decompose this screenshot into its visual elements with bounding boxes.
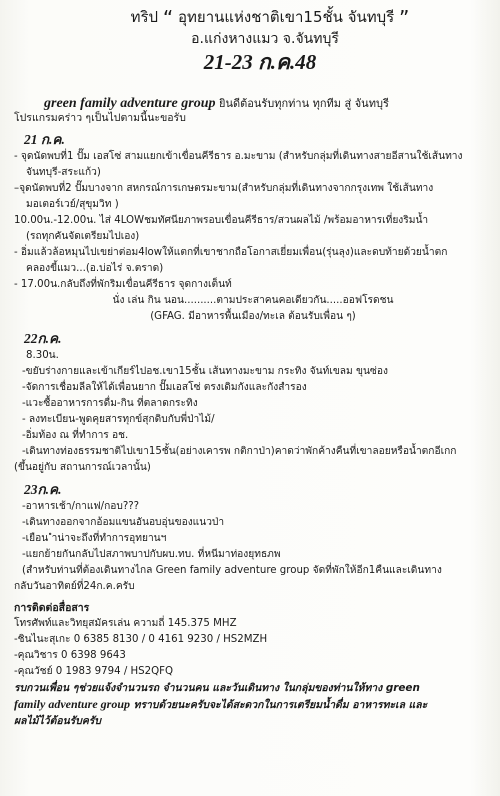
document-header	[0, 6, 500, 76]
park-name: อุทยานแห่งชาติเขา15ชั้น จันทบุรี	[178, 8, 395, 26]
trip-dates: 21-23 ก.ค.48	[203, 50, 317, 74]
schedule-line: -แวะซื้ออาหารการดื่ม-กิน ที่ตลาดกระทิง	[22, 398, 198, 409]
footer-text: ทราบด้วยนะครับจะได้สะดวกในการเตรียมน้ำดื่ม อาหารทะเล และ	[130, 699, 428, 711]
title-prefix: ทริป	[130, 8, 159, 26]
schedule-line: คลองขี้แมว...(อ.บ่อไร่ จ.ตราด)	[26, 263, 164, 274]
welcome-line	[14, 96, 492, 111]
contacts-section	[14, 600, 492, 680]
footer-note	[14, 680, 492, 729]
footer-line: รบกวนเพื่อน ๆช่วยแจ้งจำนวนรถ จำนวนคน และวันเดินทาง ในกลุ่มของท่านให้ทาง green	[14, 682, 420, 694]
schedule-line: 10.00น.-12.00น. ไส่ 4LOWชมทัศนียภาพรอบเขื่อนคีรีธาร/สวนผลไม้ /พร้อมอาหารเที่ยงริมน้ำ	[14, 215, 429, 226]
schedule-line: - ลงทะเบียน-พูดคุยสารทุกข์สุกดิบกับพี่ป่าไม้/	[22, 414, 215, 425]
schedule-line: - จุดนัดพบที่1 ปั๊ม เอสโซ่ สามแยกเข้าเขื่อนคีรีธาร อ.มะขาม (สำหรับกลุ่มที่เดินทางสายอีสานใช้เส้นทาง	[14, 151, 463, 162]
contact-line: -คุณวิชาร 0 6398 9643	[14, 650, 126, 661]
trip-location: อ.แก่งหางแมว จ.จันทบุรี	[191, 31, 339, 47]
group-name: green family adventure group	[44, 96, 216, 111]
contact-line: -ชินไนะสุเกะ 0 6385 8130 / 0 4161 9230 / HS2MZH	[14, 634, 268, 645]
group-name: family adventure group	[14, 697, 130, 711]
day-section-23	[14, 481, 492, 595]
schedule-line: (GFAG. มีอาหารพื้นเมือง/ทะเล ต้อนรับเพื่อน ๆ)	[150, 311, 356, 322]
schedule-line: จันทบุรี-สระแก้ว)	[26, 167, 101, 178]
schedule-line: -จัดการเชื่อมลีลให้ได้เพื่อนยาก ปั๊มเอสโซ่ ตรงเดิมกังและกังสำรอง	[22, 382, 307, 393]
contacts-title: การติดต่อสื่อสาร	[14, 602, 90, 614]
schedule-line: -อาหารเช้า/กาแฟ/กอบ???	[22, 501, 140, 512]
schedule-line: นั่ง เล่น กิน นอน..........ตามประสาคนคอเดียวกัน.....ออฟโรดชน	[112, 295, 394, 306]
schedule-line: -เดินทางออกจากอ้อมแขนอันอบอุ่นของแนวป่า	[22, 517, 225, 528]
footer-line	[14, 696, 492, 713]
schedule-line: - 17.00น.กลับถึงที่พักริมเขื่อนคีรีธาร จุดกางเต็นท์	[14, 279, 232, 290]
schedule-line: (รถทุกคันจัดเตรียมไปเอง)	[26, 231, 140, 242]
close-quote: ”	[399, 6, 410, 30]
document-body	[14, 96, 492, 729]
schedule-line: มอเตอร์เวย์/สุขุมวิท )	[26, 199, 119, 210]
day-label: 22ก.ค.	[24, 331, 62, 346]
schedule-line: -ขยับร่างกายและเข้าเกียร์ไปอช.เขา15ชั้น เส้นทางมะขาม กระทิง จันท์เขลม ขุนซ่อง	[22, 366, 388, 377]
schedule-line: -เยือน ำน่าจะถึงที่ทำการอุทยานฯ	[22, 533, 167, 544]
schedule-line: - อิ่มแล้วล้อหมุนไปเขย่าต่อม4lowให้แตกที่เขาชากถือโอกาสเยี่ยมเพื่อน(รุ่นลุง)และดบท้ายด้วยน้ำตก	[14, 247, 448, 258]
open-quote: “	[162, 6, 174, 30]
contact-line: โทรศัพท์และวิทยุสมัครเล่น ความถี่ 145.375 MHZ	[14, 618, 237, 629]
day-label: 23ก.ค.	[24, 482, 62, 497]
schedule-line: (ขึ้นอยู่กับ สถานการณ์เวลานั้น)	[14, 462, 151, 473]
trip-title	[0, 6, 500, 29]
program-intro: โปรแกรมคร่าว ๆเป็นไปตามนี้นะขอรับ	[14, 112, 186, 124]
day-label: 21 ก.ค.	[24, 132, 65, 147]
contact-line: -คุณวัชย์ 0 1983 9794 / HS2QFQ	[14, 666, 174, 677]
schedule-line: -อิ่มท้อง ณ ที่ทำการ อช.	[22, 430, 129, 441]
schedule-line: –จุดนัดพบที่2 ปั๊มบางจาก สหกรณ์การเกษตรมะขาม(สำหรับกลุ่มที่เดินทางจากกรุงเทพ ใช้เส้นทาง	[14, 183, 434, 194]
schedule-line: (สำหรับท่านที่ต้องเดินทางไกล Green family adventure group จัดที่พักให้อีก1คืนและเดินทาง	[22, 565, 442, 576]
footer-line: ผลไม้ไว้ต้อนรับครับ	[14, 715, 101, 727]
schedule-line: 8.30น.	[26, 350, 59, 361]
schedule-line: กลับวันอาทิตย์ที่24ก.ค.ครับ	[14, 581, 135, 592]
welcome-text: ยินดีต้อนรับทุกท่าน ทุกทีม สู่ จันทบุรี	[215, 97, 389, 110]
day-section-21	[14, 131, 492, 325]
schedule-line: -เดินทางท่องธรรมชาติไปเขา15ชั้น(อย่างเคารพ กติกาป่า)คาดว่าพักค้างคืนที่เขาลอยหรือน้ำตกอีเกก	[22, 446, 457, 457]
schedule-line: -แยกย้ายกันกลับไปสภาพบาปกับผบ.ทบ. ที่หนีมาท่องยุทธภพ	[22, 549, 281, 560]
day-section-22	[14, 330, 492, 476]
